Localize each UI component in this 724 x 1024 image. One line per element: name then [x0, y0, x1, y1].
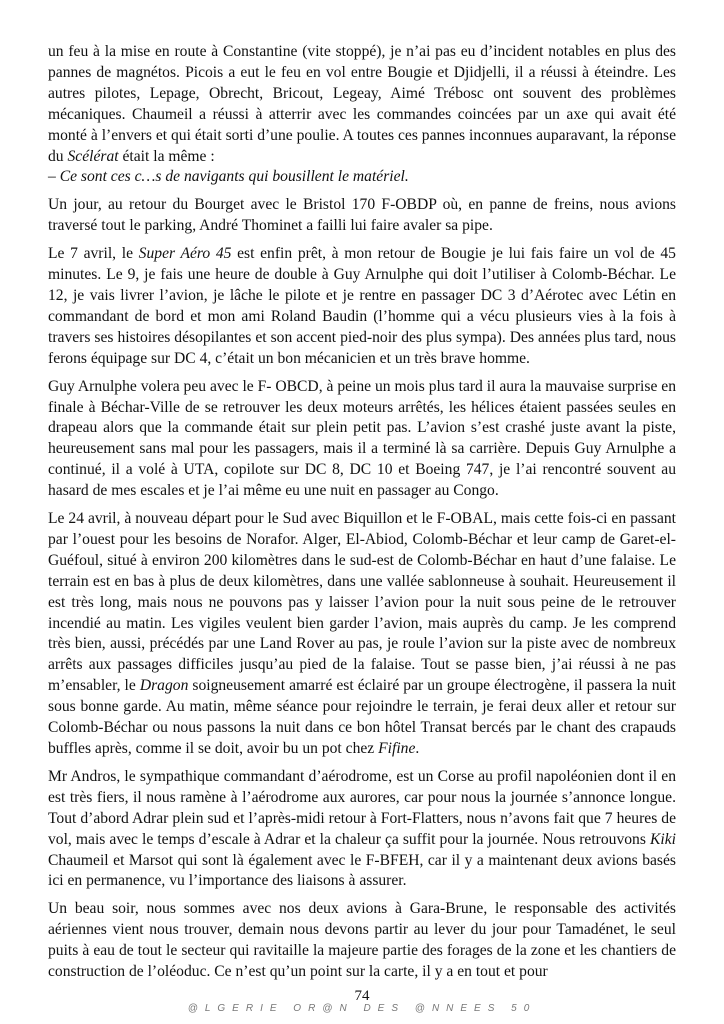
text-run: Un jour, au retour du Bourget avec le Bristol 170 F-OBDP où, en panne de freins, nous avions traversé tout le parking, André Thominet a failli lui faire avaler sa pipe. [48, 196, 676, 235]
italic-text-run: Kiki [650, 830, 676, 848]
italic-text-run: Dragon [139, 677, 189, 695]
italic-text-run: Super Aéro 45 [138, 245, 232, 263]
page-number: 74 [354, 988, 370, 1004]
paragraph [48, 167, 676, 188]
paragraph [48, 377, 676, 502]
paragraph [48, 509, 676, 760]
text-run: un feu à la mise en route à Constantine (vite stoppé), je n’ai pas eu d’incident notables en plus des pannes de magnétos. Picois a eut le feu en vol entre Bougie et Djidjelli, il a réussi à éteindre. Les autres pilotes, Lepage, Obrecht, Bricout, Legeay, Aimé Trébosc ont souvent des problèmes mécaniques. Chaumeil a réussi à atterrir avec les commandes coincées par un axe qui avait été monté à l’envers et qui était sorti d’une poulie. A toutes ces pannes inconnues auparavant, la réponse du [48, 43, 676, 165]
paragraph [48, 767, 676, 892]
text-run: Chaumeil et Marsot qui sont là également avec le F-BFEH, car il y a maintenant deux avions basés ici en permanence, vu l’importance des liaisons à assurer. [48, 851, 676, 890]
italic-text-run: – Ce sont ces c…s de navigants qui bousillent le matériel. [48, 168, 409, 186]
paragraph [48, 244, 676, 369]
text-run: Le 7 avril, le [48, 245, 139, 263]
page-body [48, 42, 676, 990]
text-run: soigneusement amarré est éclairé par un groupe électrogène, il passera la nuit sous bonne garde. Au matin, même séance pour rejoindre le terrain, je ferai deux aller et retour sur Colomb-Béchar ou nous passons la nuit dans ce bon hôtel Transat bercés par le chant des crapauds buffles après, comme il se doit, avoir bu un pot chez [48, 677, 676, 757]
text-run: Un beau soir, nous sommes avec nos deux avions à Gara-Brune, le responsable des activités aériennes vient nous trouver, demain nous devons partir au lever du jour pour Tamadénet, le seul puits à eau de tout le secteur qui ravitaille la majeure partie des forages de la zone et les chantiers de construction de l’oléoduc. Ce n’est qu’un point sur la carte, il y a en tout et pour [48, 900, 676, 981]
text-run: . [415, 740, 420, 757]
text-run: Mr Andros, le sympathique commandant d’aérodrome, est un Corse au profil napoléonien dont il en est très fiers, il nous ramène à l’aérodrome aux aurores, car pour nous la journée s’annonce longue. Tout d’abord Adrar plein sud et l’après-midi retour à Fort-Flatters, nous n’avons fait que 7 heures de vol, mais avec le temps d’escale à Adrar et la chaleur ça suffit pour la journée. Nous retrouvons [48, 767, 676, 848]
text-run: Guy Arnulphe volera peu avec le F- OBCD, à peine un mois plus tard il aura la mauvaise surprise en finale à Béchar-Ville de se retrouver les deux moteurs arrêtés, les hélices étaient passées seules en drapeau alors que la commande était sur plein petit pas. L’avion s’est crashé juste avant la piste, heureusement sans mal pour les passagers, mais il a terminé là sa carrière. Depuis Guy Arnulphe a continué, il a volé à UTA, copilote sur DC 8, DC 10 et Boeing 747, je l’ai rencontré souvent au hasard de mes escales et je l’ai même eu une nuit en passager au Congo. [48, 377, 676, 500]
paragraph [48, 195, 676, 237]
text-run: était la même : [118, 147, 215, 165]
text-run: Le 24 avril, à nouveau départ pour le Sud avec Biquillon et le F-OBAL, mais cette fois-ci en passant par l’ouest pour les besoins de Norafor. Alger, El-Abiod, Colomb-Béchar et leur camp de Garet-el-Guéfoul, situé à environ 200 kilomètres dans le sud-est de Colomb-Béchar en haut d’une falaise. Le terrain est en bas à plus de deux kilomètres, dans une vallée sablonneuse à souhait. Heureusement il est très long, mais nous ne pouvons pas y laisser l’avion pour la nuit sous peine de le retrouver incendié au matin. Les vigiles veulent bien garder l’avion, mais auprès du camp. Je les comprend très bien, aussi, précédés par une Land Rover au pas, je roule l’avion sur la piste avec de nombreux arrêts aux passages difficiles jusqu’au pied de la falaise. Tout se passe bien, j’ai réussi à ne pas m’ensabler, le [48, 510, 676, 695]
paragraph [48, 899, 676, 983]
paragraph [48, 42, 676, 167]
italic-text-run: Fifine [378, 740, 416, 757]
italic-text-run: Scélérat [67, 147, 119, 165]
footer-title: @LGERIE OR@N DES @NNEES 50 [187, 1003, 537, 1014]
text-run: est enfin prêt, à mon retour de Bougie je lui fais faire un vol de 45 minutes. Le 9, je fais une heure de double à Guy Arnulphe qui doit l’utiliser à Colomb-Béchar. Le 12, je vais livrer l’avion, je lâche le pilote et je rentre en passager DC 3 d’Aérotec avec Létin en commandant de bord et mon ami Roland Baudin (l’homme qui a vécu plusieurs vies à la fois à travers ses histoires désopilantes et son accent pied-noir des plus sympa). Des années plus tard, nous ferons équipage sur DC 4, c’était un bon mécanicien et un très brave homme. [48, 245, 676, 367]
